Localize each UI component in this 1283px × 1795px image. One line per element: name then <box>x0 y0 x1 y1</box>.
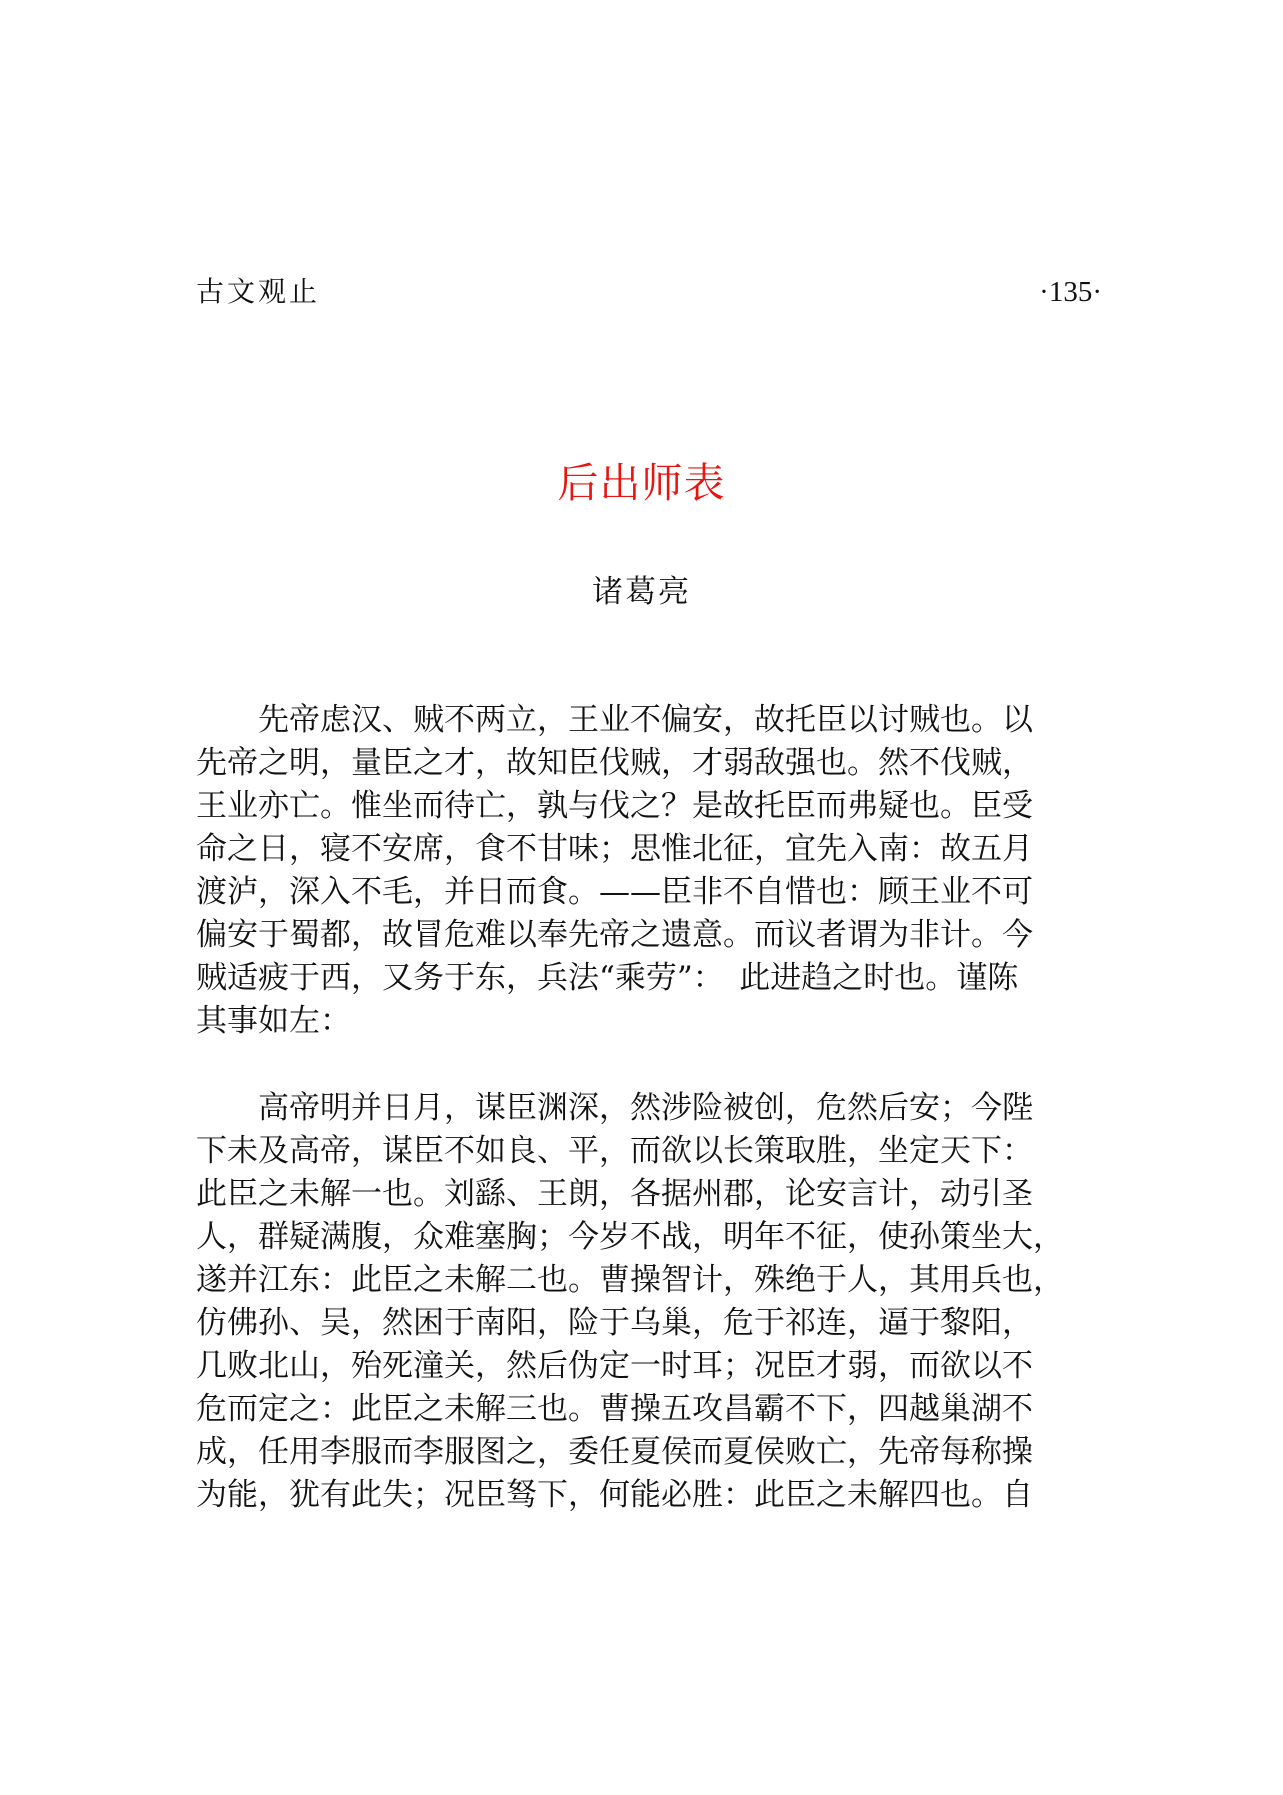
text-line: 先帝虑汉、贼不两立，王业不偏安，故托臣以讨贼也。以 <box>196 702 1033 738</box>
text-line: 高帝明并日月，谋臣渊深，然涉险被创，危然后安；今陛 <box>196 1090 1033 1126</box>
text-line: 偏安于蜀都，故冒危难以奉先帝之遗意。而议者谓为非计。今 <box>196 917 1033 953</box>
text-line: 命之日，寝不安席，食不甘味；思惟北征，宜先入南：故五月 <box>196 831 1033 867</box>
text-line: 为能，犹有此失；况臣驽下，何能必胜：此臣之未解四也。自 <box>196 1477 1033 1513</box>
body-paragraph-2 <box>196 1087 1064 1517</box>
text-line: 危而定之：此臣之未解三也。曹操五攻昌霸不下，四越巢湖不 <box>196 1391 1033 1427</box>
body-paragraph-1 <box>196 699 1033 1043</box>
running-header <box>196 272 1102 312</box>
text-line: 人，群疑满腹，众难塞胸；今岁不战，明年不征，使孙策坐大， <box>196 1219 1064 1255</box>
book-title: 古文观止 <box>196 275 321 308</box>
text-line: 先帝之明，量臣之才，故知臣伐贼，才弱敌强也。然不伐贼， <box>196 745 1033 781</box>
text-line: 仿佛孙、吴，然困于南阳，险于乌巢，危于祁连，逼于黎阳， <box>196 1305 1033 1341</box>
text-line: 渡泸，深入不毛，并日而食。——臣非不自惜也：顾王业不可 <box>196 874 1033 910</box>
page-number: ·135· <box>1039 276 1102 308</box>
text-line: 几败北山，殆死潼关，然后伪定一时耳；况臣才弱，而欲以不 <box>196 1348 1033 1384</box>
essay-title: 后出师表 <box>557 459 726 507</box>
text-line: 贼适疲于西，又务于东，兵法“乘劳”： 此进趋之时也。谨陈 <box>196 960 1019 996</box>
text-line: 此臣之未解一也。刘繇、王朗，各据州郡，论安言计，动引圣 <box>196 1176 1033 1212</box>
essay-author: 诸葛亮 <box>592 574 691 610</box>
text-line: 其事如左： <box>196 1003 351 1039</box>
text-line: 下未及高帝，谋臣不如良、平，而欲以长策取胜，坐定天下： <box>196 1133 1033 1169</box>
text-line: 成，任用李服而李服图之，委任夏侯而夏侯败亡，先帝每称操 <box>196 1434 1033 1470</box>
text-line: 遂并江东：此臣之未解二也。曹操智计，殊绝于人，其用兵也， <box>196 1262 1064 1298</box>
text-line: 王业亦亡。惟坐而待亡，孰与伐之？是故托臣而弗疑也。臣受 <box>196 788 1033 824</box>
